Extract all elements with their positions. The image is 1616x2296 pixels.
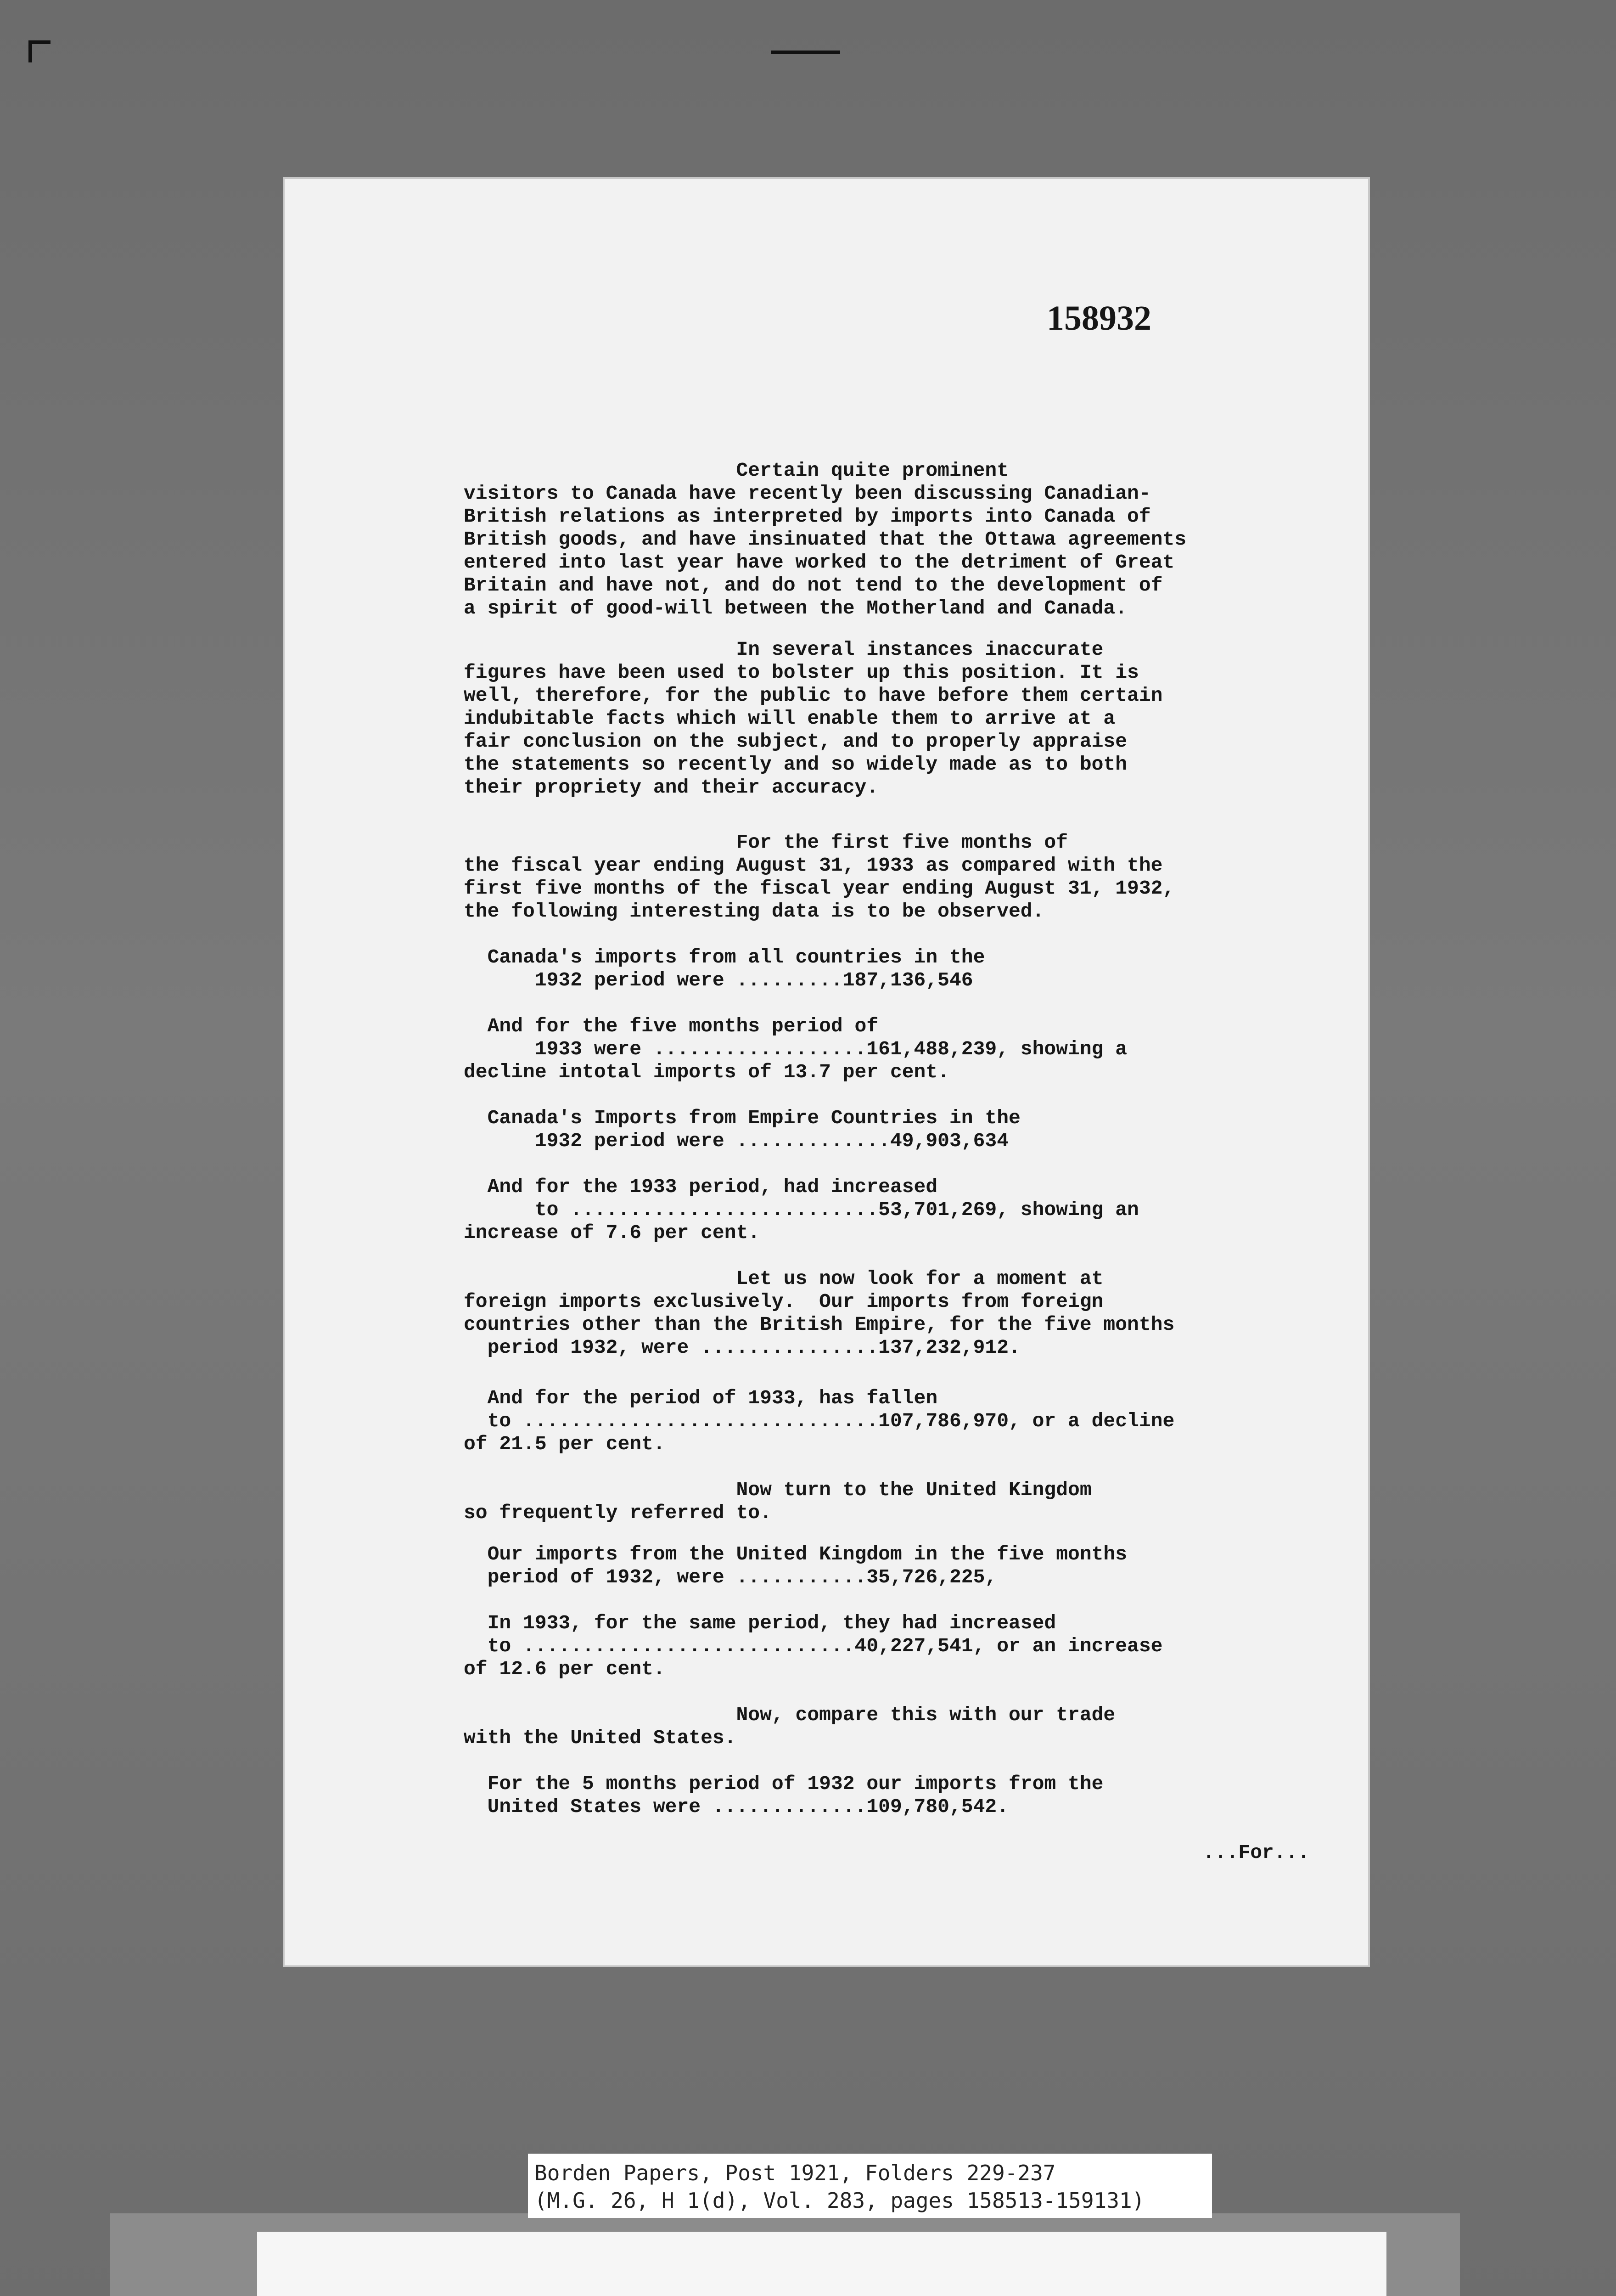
- film-top-mark: [771, 51, 840, 54]
- paragraph-united-kingdom-1932: Our imports from the United Kingdom in the five months period of 1932, were ...........35,726,225,: [487, 1543, 1128, 1588]
- public-archives-card: [257, 2232, 1386, 2296]
- paragraph-all-countries-1932: Canada's imports from all countries in the 1932 period were .........187,136,546: [487, 946, 985, 991]
- page-number: 158932: [1047, 299, 1151, 338]
- paragraph-united-states-intro: Now, compare this with our trade with the United States.: [464, 1704, 1116, 1749]
- paragraph-empire-1932: Canada's Imports from Empire Countries in the 1932 period were .............49,903,634: [487, 1107, 1021, 1152]
- paragraph-united-states-1932: For the 5 months period of 1932 our imports from the United States were .............109,780,542.: [487, 1773, 1104, 1818]
- continuation-marker: ...For...: [1203, 1841, 1310, 1864]
- typed-document-page: [285, 179, 1368, 1965]
- paragraph-foreign-1933: And for the period of 1933, has fallen to ..............................107,786,970, or a decline of 21.5 per cent.: [464, 1387, 1175, 1455]
- caption-line-2: (M.G. 26, H 1(d), Vol. 283, pages 158513-159131): [534, 2188, 1145, 2213]
- paragraph-inaccurate-figures: In several instances inaccurate figures have been used to bolster up this position. It is well, therefore, for the public to have before them certain indubitable facts which will enable them to arrive at a fair conclusion on the subject, and to properly appraise the statements so recently and so widely made as to both their propriety and their accuracy.: [464, 638, 1163, 799]
- paragraph-foreign-1932: Let us now look for a moment at foreign imports exclusively. Our imports from foreign countries other than the British Empire, for the five months period 1932, were ...............137,232,912.: [464, 1267, 1175, 1359]
- collection-caption-label: [528, 2154, 1212, 2218]
- paragraph-united-kingdom-1933: In 1933, for the same period, they had increased to ............................40,227,541, or an increase of 12.6 per cent.: [464, 1612, 1163, 1680]
- paragraph-all-countries-1933: And for the five months period of 1933 were ..................161,488,239, showing a decline intotal imports of 13.7 per cent.: [464, 1015, 1128, 1083]
- paragraph-united-kingdom-intro: Now turn to the United Kingdom so frequently referred to.: [464, 1479, 1092, 1524]
- paragraph-fiscal-comparison: For the first five months of the fiscal year ending August 31, 1933 as compared with the first five months of the fiscal year ending August 31, 1932, the following interesting data is to be observed.: [464, 831, 1175, 923]
- paragraph-intro: Certain quite prominent visitors to Canada have recently been discussing Canadian- British relations as interpreted by imports into Canada of British goods, and have insinuated that the Ottawa agreements entered into last year have worked to the detriment of Great Britain and have not, and do not tend to the development of a spirit of good-will between the Motherland and Canada.: [464, 459, 1187, 619]
- paragraph-empire-1933: And for the 1933 period, had increased to ..........................53,701,269, showing an increase of 7.6 per cent.: [464, 1176, 1139, 1244]
- caption-line-1: Borden Papers, Post 1921, Folders 229-237: [534, 2161, 1056, 2185]
- film-corner-mark: [28, 40, 50, 62]
